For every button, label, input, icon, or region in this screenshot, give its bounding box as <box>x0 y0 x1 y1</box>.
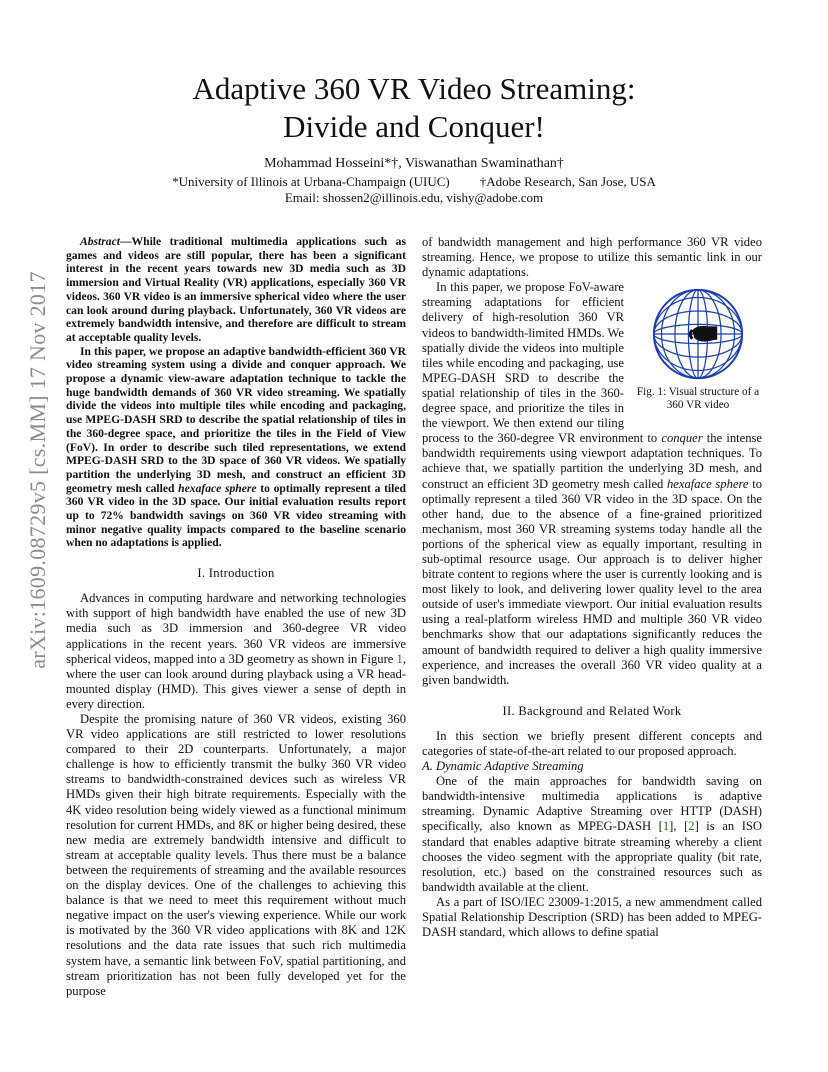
email-line: Email: shossen2@illinois.edu, vishy@adobe.com <box>284 190 544 205</box>
abstract <box>66 235 406 550</box>
abstract-paragraph-1: Abstract—While traditional multimedia applications such as games and videos are still popular, there has been a significant interest in the recent years towards new 3D media such as 3D immersion and Virtual Reality (VR) applications, especially 360 VR videos. 360 VR video is an immersive spherical video where the user can look around during playback. Unfortunately, 360 VR videos are extremely bandwidth intensive, and therefore are difficult to stream at acceptable quality levels. <box>66 235 406 344</box>
subsection-heading-dash: A. Dynamic Adaptive Streaming <box>422 759 584 774</box>
left-column <box>66 235 406 999</box>
affiliation-adobe: †Adobe Research, San Jose, USA <box>479 174 656 189</box>
figure-1 <box>634 286 762 412</box>
section-heading-background: II. Background and Related Work <box>502 703 682 718</box>
abstract-paragraph-2: In this paper, we propose an adaptive bandwidth-efficient 360 VR video streaming system using a divide and conquer approach. We propose a dynamic view-aware adaptation technique to tackle the huge bandwidth demands of 360 VR video streaming. We spatially divide the videos into multiple tiles while encoding and packaging, use MPEG-DASH SRD to describe the spatial relationship of tiles in the 360-degree space, and prioritize the tiles in the Field of View (FoV). In order to describe such tiled representations, we extend MPEG-DASH SRD to the 3D space of 360 VR videos. We spatially partition the underlying 3D mesh, and construct an efficient 3D geometry mesh called hexaface sphere to optimally represent a tiled 360 VR video in the 3D space. Our initial evaluation results report up to 72% bandwidth savings on 360 VR video streaming with minor negative quality impacts compared to the baseline scenario when no adaptations is applied. <box>66 344 406 550</box>
intro-paragraph-2-continued: of bandwidth management and high performance 360 VR video streaming. Hence, we propose to utilize this semantic link in our dynamic adaptations. <box>422 235 762 280</box>
figure-1-link[interactable]: 1 <box>396 651 403 666</box>
right-column <box>422 235 762 940</box>
figure-wrap-area <box>422 280 762 688</box>
vr-sphere-icon <box>650 286 746 382</box>
title-line-2: Divide and Conquer! <box>283 109 545 144</box>
abstract-lead: Abstract <box>80 235 120 248</box>
paper-title <box>0 70 828 146</box>
title-line-1: Adaptive 360 VR Video Streaming: <box>192 71 636 106</box>
intro-paragraph-2: Despite the promising nature of 360 VR videos, existing 360 VR video applications are still restricted to lower resolutions compared to their 2D counterparts. Unfortunately, a major challenge is how to efficiently transmit the bulky 360 VR video streams to bandwidth-constrained devices such as wireless VR HMDs given their high bitrate requirements. Especially with the 4K video resolution being widely viewed as a functional minimum resolution for current HMDs, and 8K or higher being desired, these new media are extremely bandwidth intensive and difficult to stream at acceptable quality levels. Thus there must be a balance between the requirements of streaming and the available resources on the display devices. One of the challenges to achieving this balance is that we need to meet this requirement without much negative impact on the user's viewing experience. While our work is motivated by the 360 VR video applications with 8K and 12K resolutions and the data rate issues that such rich multimedia system have, a semantic link between FoV, spatial partitioning, and stream prioritization has not been fully developed yet for the purpose <box>66 712 406 998</box>
arxiv-sidebar <box>16 120 60 820</box>
authors: Mohammad Hosseini*†, Viswanathan Swaminathan† <box>264 156 564 171</box>
arxiv-identifier: arXiv:1609.08729v5 [cs.MM] 17 Nov 2017 <box>25 271 50 669</box>
intro-paragraph-3: In this paper, we propose FoV-aware streaming adaptations for efficient delivery of high-resolution 360 VR videos to bandwidth-limited HMDs. We spatially divide the videos into multiple tiles while encoding and packaging, use MPEG-DASH SRD to describe the spatial relationship of tiles in the 360-degree space, and prioritize the tiles in the viewport. We then extend our tiling process to the 360-degree VR environment to conquer the intense bandwidth requirements using viewport adaptation techniques. To achieve that, we spatially partition the underlying 3D mesh, and construct an efficient 3D geometry mesh called hexaface sphere to optimally represent a tiled 360 VR video in the 3D space. On the other hand, due to the absence of a fine-grained prioritized mechanism, most 360 VR streaming systems today handle all the portions of the spherical view as equally important, resulting in sub-optimal resource usage. Our approach is to deliver higher bitrate content to regions where the user is currently looking and is most likely to look, and delivering lower quality level to the area outside of user's immediate viewport. Our initial evaluation results using a real-platform wireless HMD and multiple 360 VR video benchmarks show that our adaptations significantly reduces the amount of bandwidth required to deliver a high quality immersive experience, and increases the overall 360 VR video quality at a given bandwidth. <box>422 280 762 687</box>
affiliation-uiuc: *University of Illinois at Urbana-Champaign (UIUC) <box>172 174 450 189</box>
background-paragraph-2: One of the main approaches for bandwidth saving on bandwidth-intensive multimedia applications is adaptive streaming. Dynamic Adaptive Streaming over HTTP (DASH) specifically, also known as MPEG-DASH [1], [2] is an ISO standard that enables adaptive bitrate streaming whereby a client chooses the video segment with the appropriate quality (bit rate, resolution, etc.) based on the constrained resources such as bandwidth available at the client. <box>422 774 762 894</box>
affiliations <box>0 174 828 190</box>
citation-1-link[interactable]: 1 <box>662 819 670 834</box>
section-heading-introduction: I. Introduction <box>197 566 275 581</box>
figure-1-caption: Fig. 1: Visual structure of a 360 VR video <box>636 386 760 412</box>
background-paragraph-1: In this section we briefly present different concepts and categories of state-of-the-art related to our proposed approach. <box>422 728 762 758</box>
citation-2-link[interactable]: 2 <box>688 819 695 834</box>
background-paragraph-3: As a part of ISO/IEC 23009-1:2015, a new ammendment called Spatial Relationship Description (SRD) has been added to MPEG-DASH standard, which allows to define spatial <box>422 894 762 940</box>
intro-paragraph-1: Advances in computing hardware and networking technologies with support of high bandwidth have enabled the use of new 3D media such as 3D immersion and 360-degree VR video applications in the recent years. 360 VR videos are immersive spherical videos, mapped into a 3D geometry as shown in Figure 1, where the user can look around during playback using a VR head-mounted display (HMD). This gives viewer a sense of depth in every direction. <box>66 591 406 711</box>
